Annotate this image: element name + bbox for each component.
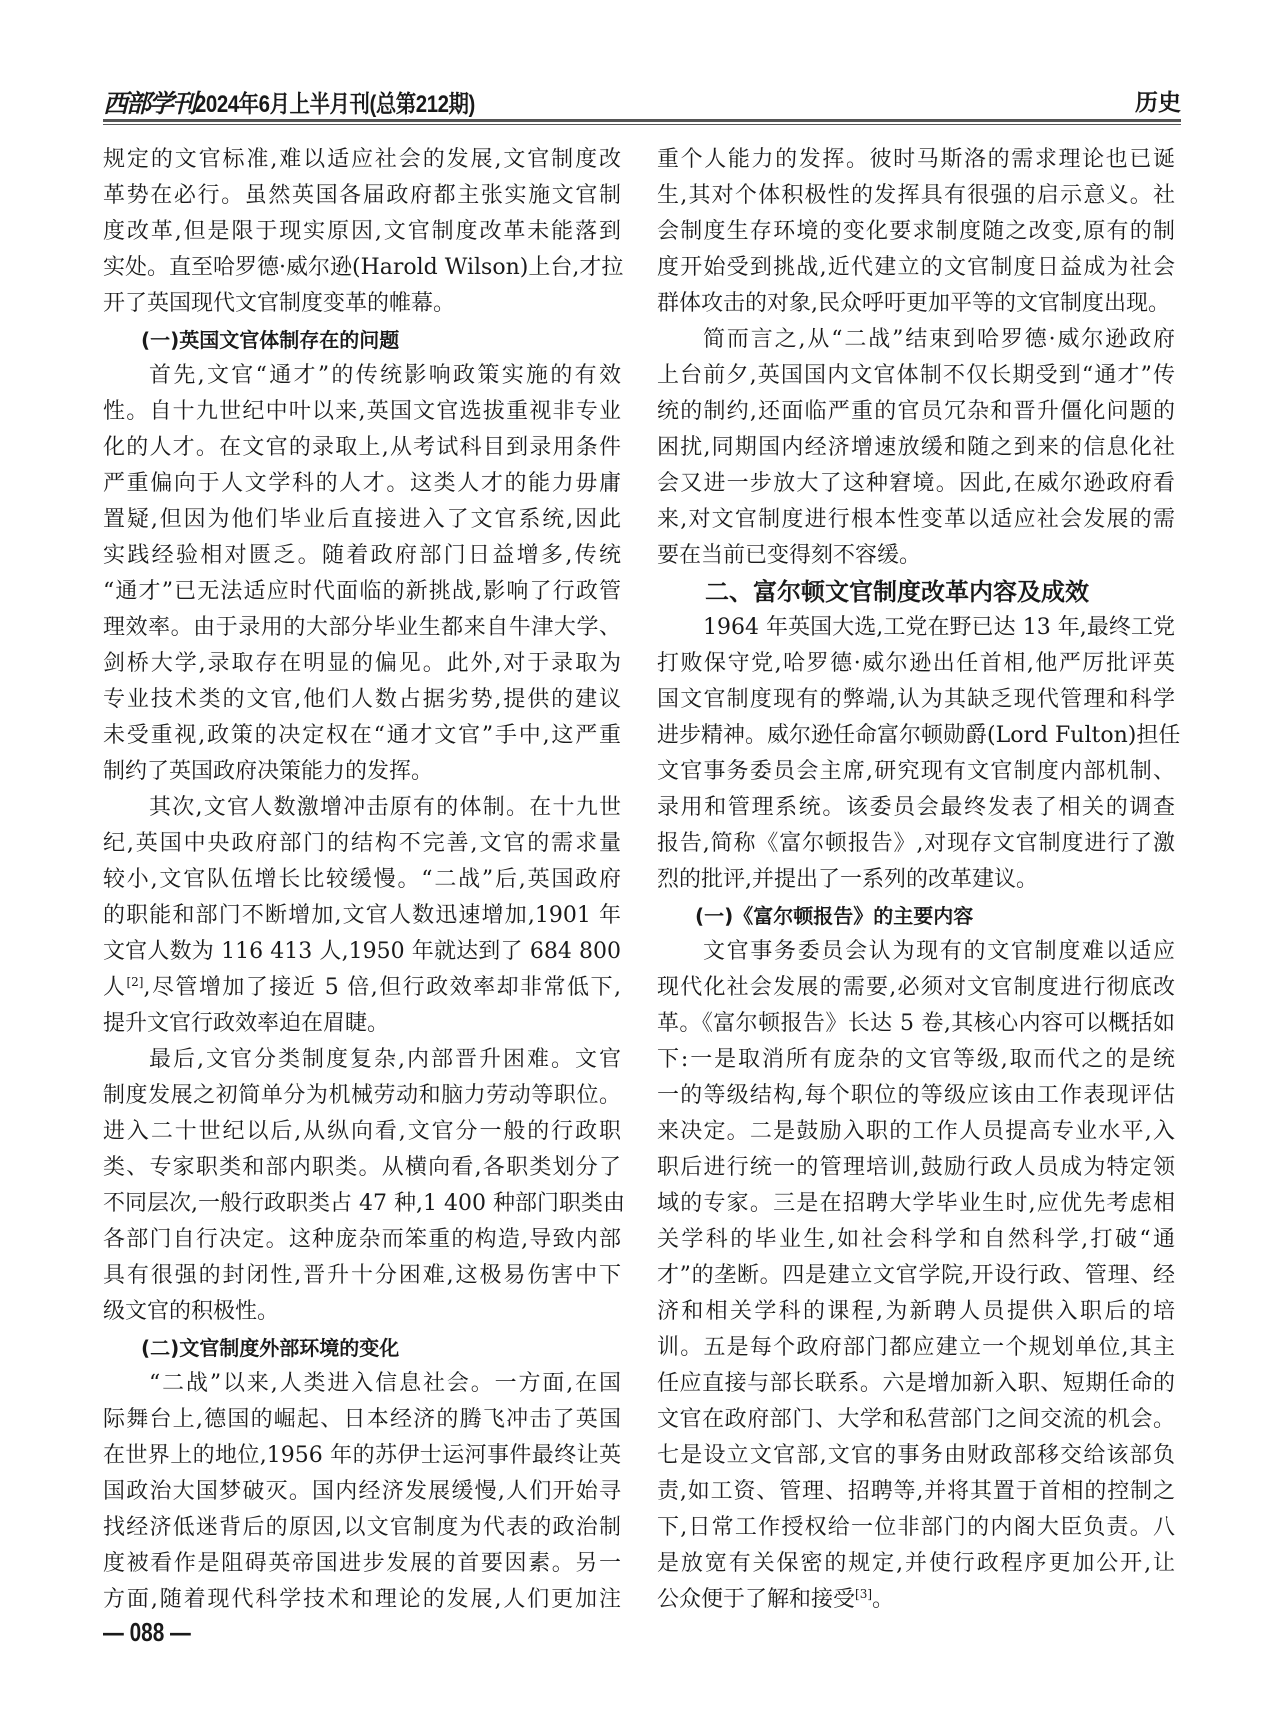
- text-line: 是放宽有关保密的规定,并使行政程序更加公开,让: [657, 1551, 1175, 1576]
- journal-logo: 西部学刊: [103, 89, 196, 118]
- text-line: 首先,文官“通才”的传统影响政策实施的有效: [149, 363, 621, 388]
- text-segment: 。: [872, 1587, 895, 1612]
- text-line: 要在当前已变得刻不容缓。: [657, 543, 922, 568]
- text-line: 在世界上的地位,1956 年的苏伊士运河事件最终让英: [103, 1443, 621, 1468]
- citation-ref: [2]: [126, 975, 144, 989]
- text-line: 性。自十九世纪中叶以来,英国文官选拔重视非专业: [103, 399, 621, 424]
- paragraph: [103, 142, 624, 322]
- text-line: 实践经验相对匮乏。随着政府部门日益增多,传统: [103, 543, 621, 568]
- text-line: “二战”以来,人类进入信息社会。一方面,在国: [149, 1371, 621, 1396]
- text-line: 职后进行统一的管理培训,鼓励行政人员成为特定领: [657, 1155, 1175, 1180]
- text-line: 度开始受到挑战,近代建立的文官制度日益成为社会: [657, 255, 1175, 280]
- text-line: 度改革,但是限于现实原因,文官制度改革未能落到: [103, 219, 621, 244]
- text-line: 简而言之,从“二战”结束到哈罗德·威尔逊政府: [703, 327, 1175, 352]
- text-line: 重个人能力的发挥。彼时马斯洛的需求理论也已诞: [657, 147, 1175, 172]
- text-line: 统的制约,还面临严重的官员冗杂和晋升僵化问题的: [657, 399, 1175, 424]
- paragraph: [657, 322, 1175, 574]
- text-line: 会制度生存环境的变化要求制度随之改变,原有的制: [657, 219, 1175, 244]
- text-line: 国政治大国梦破灭。国内经济发展缓慢,人们开始寻: [103, 1479, 621, 1504]
- text-line: 严重偏向于人文学科的人才。这类人才的能力毋庸: [103, 471, 621, 496]
- text-line: 文官在政府部门、大学和私营部门之间交流的机会。: [657, 1407, 1175, 1432]
- text-line: 才”的垄断。四是建立文官学院,开设行政、管理、经: [657, 1263, 1175, 1288]
- issue-info: 2024年6月上半月刊(总第212期): [195, 91, 475, 118]
- section-label: 历史: [1135, 90, 1181, 116]
- text-line: 化的人才。在文官的录取上,从考试科目到录用条件: [103, 435, 621, 460]
- text-line: 各部门自行决定。这种庞杂而笨重的构造,导致内部: [103, 1227, 621, 1252]
- text-line: [657, 1582, 1175, 1618]
- text-line: 会又进一步放大了这种窘境。因此,在威尔逊政府看: [657, 471, 1175, 496]
- text-line: 进步精神。威尔逊任命富尔顿勋爵(Lord Fulton)担任: [657, 723, 1181, 748]
- text-segment: 人: [103, 975, 127, 1000]
- header-rule-thick: [103, 119, 1181, 122]
- section-heading: (一)《富尔顿报告》的主要内容: [695, 904, 974, 928]
- text-segment: 公众便于了解和接受: [657, 1587, 856, 1612]
- section-heading: 二、富尔顿文官制度改革内容及成效: [705, 578, 1089, 606]
- text-line: 未受重视,政策的决定权在“通才文官”手中,这严重: [103, 723, 621, 748]
- section-heading: (一)英国文官体制存在的问题: [141, 328, 400, 352]
- text-line: 下,日常工作授权给一位非部门的内阁大臣负责。八: [657, 1515, 1175, 1540]
- text-line: 困扰,同期国内经济增速放缓和随之到来的信息化社: [657, 435, 1175, 460]
- text-line: 剑桥大学,录取存在明显的偏见。此外,对于录取为: [103, 651, 621, 676]
- text-line: 际舞台上,德国的崛起、日本经济的腾飞冲击了英国: [103, 1407, 621, 1432]
- left-column: [103, 142, 625, 1618]
- text-line: 录用和管理系统。该委员会最终发表了相关的调查: [657, 795, 1175, 820]
- page-number: — 088 —: [103, 1617, 191, 1647]
- text-line: 群体攻击的对象,民众呼吁更加平等的文官制度出现。: [657, 291, 1170, 316]
- paragraph: [657, 610, 1181, 898]
- text-line: 开了英国现代文官制度变革的帷幕。: [103, 291, 456, 316]
- text-line: 具有很强的封闭性,晋升十分困难,这极易伤害中下: [103, 1263, 621, 1288]
- text-line: 报告,简称《富尔顿报告》,对现存文官制度进行了激: [657, 831, 1175, 856]
- text-line: 级文官的积极性。: [103, 1299, 280, 1324]
- text-line: 专业技术类的文官,他们人数占据劣势,提供的建议: [103, 687, 621, 712]
- text-line: 生,其对个体积极性的发挥具有很强的启示意义。社: [657, 183, 1175, 208]
- text-line: 训。五是每个政府部门都应建立一个规划单位,其主: [657, 1335, 1175, 1360]
- text-line: 纪,英国中央政府部门的结构不完善,文官的需求量: [103, 831, 621, 856]
- text-line: 革。《富尔顿报告》长达 5 卷,其核心内容可以概括如: [657, 1011, 1175, 1036]
- text-line: 进入二十世纪以后,从纵向看,文官分一般的行政职: [103, 1119, 621, 1144]
- text-line: 国文官制度现有的弊端,认为其缺乏现代管理和科学: [657, 687, 1175, 712]
- header-rule-thin: [103, 124, 1181, 125]
- paragraph: [103, 358, 621, 790]
- text-line: 度被看作是阻碍英帝国进步发展的首要因素。另一: [103, 1551, 621, 1576]
- text-line: 1964 年英国大选,工党在野已达 13 年,最终工党: [703, 615, 1175, 640]
- text-line: 七是设立文官部,文官的事务由财政部移交给该部负: [657, 1443, 1175, 1468]
- text-line: 来,对文官制度进行根本性变革以适应社会发展的需: [657, 507, 1175, 532]
- text-line: 提升文官行政效率迫在眉睫。: [103, 1011, 390, 1036]
- text-line: 下:一是取消所有庞杂的文官等级,取而代之的是统: [657, 1047, 1175, 1072]
- text-line: 烈的批评,并提出了一系列的改革建议。: [657, 867, 1038, 892]
- text-line: 打败保守党,哈罗德·威尔逊出任首相,他严厉批评英: [657, 651, 1175, 676]
- text-line: 方面,随着现代科学技术和理论的发展,人们更加注: [103, 1587, 621, 1612]
- text-line: 来决定。二是鼓励入职的工作人员提高专业水平,入: [657, 1119, 1175, 1144]
- text-line: 现代化社会发展的需要,必须对文官制度进行彻底改: [657, 975, 1175, 1000]
- text-line: 域的专家。三是在招聘大学毕业生时,应优先考虑相: [657, 1191, 1175, 1216]
- text-line: 制度发展之初简单分为机械劳动和脑力劳动等职位。: [103, 1083, 621, 1108]
- text-line: 类、专家职类和部内职类。从横向看,各职类划分了: [103, 1155, 621, 1180]
- paragraph: [103, 790, 621, 1042]
- section-heading: (二)文官制度外部环境的变化: [141, 1336, 400, 1360]
- text-line: 最后,文官分类制度复杂,内部晋升困难。文官: [149, 1047, 621, 1072]
- text-line: 的职能和部门不断增加,文官人数迅速增加,1901 年: [103, 903, 621, 928]
- text-line: 其次,文官人数激增冲击原有的体制。在十九世: [149, 795, 621, 820]
- text-line: 任应直接与部长联系。六是增加新入职、短期任命的: [657, 1371, 1175, 1396]
- text-line: 理效率。由于录用的大部分毕业生都来自牛津大学、: [103, 615, 621, 640]
- paragraph: [657, 142, 1175, 322]
- text-line: 文官事务委员会认为现有的文官制度难以适应: [703, 939, 1175, 964]
- text-line: 较小,文官队伍增长比较缓慢。“二战”后,英国政府: [103, 867, 621, 892]
- right-column: [657, 142, 1181, 1618]
- text-line: 关学科的毕业生,如社会科学和自然科学,打破“通: [657, 1227, 1175, 1252]
- paragraph: [103, 1366, 621, 1618]
- text-line: 济和相关学科的课程,为新聘人员提供入职后的培: [657, 1299, 1175, 1324]
- text-line: 规定的文官标准,难以适应社会的发展,文官制度改: [103, 147, 621, 172]
- text-line: 置疑,但因为他们毕业后直接进入了文官系统,因此: [103, 507, 621, 532]
- citation-ref: [3]: [855, 1587, 873, 1601]
- text-line: 革势在必行。虽然英国各届政府都主张实施文官制: [103, 183, 621, 208]
- text-line: 找经济低迷背后的原因,以文官制度为代表的政治制: [103, 1515, 621, 1540]
- text-line: 上台前夕,英国国内文官体制不仅长期受到“通才”传: [657, 363, 1175, 388]
- paragraph: [657, 934, 1175, 1618]
- text-line: “通才”已无法适应时代面临的新挑战,影响了行政管: [103, 579, 621, 604]
- running-header: [103, 84, 1181, 118]
- text-segment: ,尽管增加了接近 5 倍,但行政效率却非常低下,: [143, 975, 621, 1000]
- paragraph: [103, 1042, 625, 1330]
- text-line: 制约了英国政府决策能力的发挥。: [103, 759, 434, 784]
- text-line: 文官事务委员会主席,研究现有文官制度内部机制、: [657, 759, 1175, 784]
- text-line: 不同层次,一般行政职类占 47 种,1 400 种部门职类由: [103, 1191, 625, 1216]
- text-line: [103, 970, 621, 1006]
- text-line: 实处。直至哈罗德·威尔逊(Harold Wilson)上台,才拉: [103, 255, 624, 280]
- text-line: 一的等级结构,每个职位的等级应该由工作表现评估: [657, 1083, 1175, 1108]
- text-line: 责,如工资、管理、招聘等,并将其置于首相的控制之: [657, 1479, 1175, 1504]
- text-line: 文官人数为 116 413 人,1950 年就达到了 684 800: [103, 939, 621, 964]
